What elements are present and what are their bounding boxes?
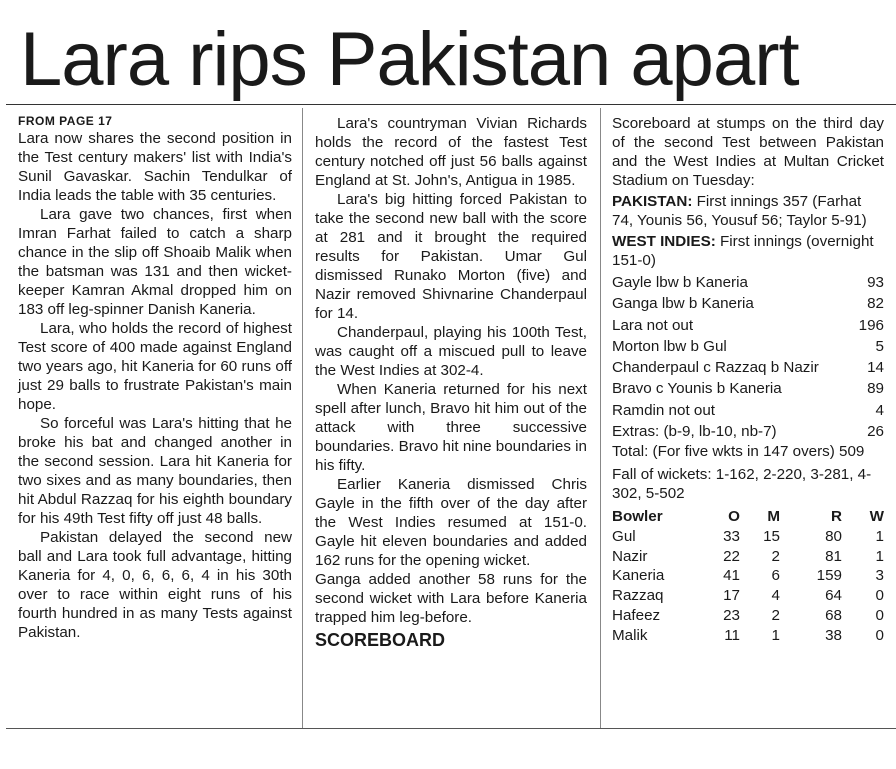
column-header: Bowler: [612, 508, 663, 526]
cell: Gul: [612, 528, 636, 546]
column-divider: [600, 108, 601, 728]
cell: 0: [875, 587, 884, 605]
paragraph: Lara's countryman Vivian Richards holds the record of the fastest Test century notched off just 56 balls against England at St. John's, Antigua in 1985.: [315, 115, 587, 189]
runs: 14: [867, 359, 884, 377]
pakistan-innings: [612, 192, 884, 230]
batsman: Morton lbw b Gul: [612, 337, 727, 355]
column-divider: [302, 108, 303, 728]
cell: 4: [771, 587, 780, 605]
cell: 3: [875, 567, 884, 585]
batting-row: [612, 378, 884, 399]
runs: 5: [875, 337, 884, 355]
bowling-header-row: [612, 507, 884, 527]
runs: 89: [867, 380, 884, 398]
paragraph: Lara's big hitting forced Pakistan to take the second new ball with the score at 281 and it brought the required results for Pakistan. Umar Gul dismissed Runako Morton (five) and Nazir removed Shivnarine Chanderpaul for 14.: [315, 191, 587, 322]
cell: Hafeez: [612, 606, 661, 624]
column-header: W: [869, 508, 884, 526]
cell: 81: [825, 547, 842, 565]
cell: 22: [723, 547, 740, 565]
bowling-row: [612, 527, 884, 547]
cell: 15: [763, 528, 780, 546]
paragraph: Pakistan delayed the second new ball and Lara took full advantage, hitting Kaneria for 4, 0, 6, 6, 6, 4 in his 30th over to race within eight runs of his fourth hundred in as many Tests against Pakistan.: [18, 529, 292, 641]
cell: 1: [875, 528, 884, 546]
batting-row: [612, 315, 884, 336]
cell: 159: [816, 567, 842, 585]
bowling-table: [612, 507, 884, 645]
scoreboard-intro: Scoreboard at stumps on the third day of the second Test between Pakistan and the West Indies at Multan Cricket Stadium on Tuesday:: [612, 115, 884, 189]
runs: 196: [858, 316, 884, 334]
cell: 2: [771, 547, 780, 565]
batsman: Chanderpaul c Razzaq b Nazir: [612, 359, 819, 377]
paragraph: Ganga added another 58 runs for the second wicket with Lara before Kaneria trapped him leg-before.: [315, 571, 587, 626]
cell: 64: [825, 587, 842, 605]
column-header: M: [767, 508, 780, 526]
cell: 80: [825, 528, 842, 546]
cell: 17: [723, 587, 740, 605]
west-indies-innings: [612, 232, 884, 270]
column-header: R: [831, 508, 842, 526]
paragraph: When Kaneria returned for his next spell after lunch, Bravo hit him out of the attack with three successive boundaries. Bravo hit nine boundaries in his fifty.: [315, 381, 587, 474]
runs: 82: [867, 295, 884, 313]
cell: 11: [724, 626, 740, 644]
headline: Lara rips Pakistan apart: [20, 17, 799, 102]
batsman: Bravo c Younis b Kaneria: [612, 380, 782, 398]
scoreboard-subhead: SCOREBOARD: [315, 630, 446, 650]
cell: 38: [825, 626, 842, 644]
cell: Malik: [612, 626, 648, 644]
cell: 41: [723, 567, 740, 585]
west-indies-innings-text: First innings (overnight 151-0): [612, 233, 874, 269]
cell: Kaneria: [612, 567, 665, 585]
pakistan-label: PAKISTAN:: [612, 193, 693, 210]
headline-rule: [6, 104, 896, 105]
article-column-1: [18, 114, 292, 642]
batsman: Ramdin not out: [612, 401, 715, 419]
cell: 0: [875, 626, 884, 644]
batting-list: [612, 272, 884, 442]
paragraph: Lara, who holds the record of highest Test score of 400 made against England two years ago, hit Kaneria for 60 runs off just 29 balls to frustrate Pakistan's main hope.: [18, 320, 292, 413]
pakistan-innings-text: First innings 357 (Farhat 74, Younis 56, Yousuf 56; Taylor 5-91): [612, 193, 867, 229]
batting-row: [612, 400, 884, 421]
column-header: O: [728, 508, 740, 526]
cell: 1: [875, 547, 884, 565]
runs: 4: [875, 401, 884, 419]
bowling-row: [612, 606, 884, 626]
paragraph: Chanderpaul, playing his 100th Test, was caught off a miscued pull to leave the West Indies at 302-4.: [315, 324, 587, 379]
batting-row: [612, 293, 884, 314]
paragraph: Lara gave two chances, first when Imran Farhat failed to catch a sharp chance in the slip off Shoaib Malik when the batsman was 131 and then wicket-keeper Kamran Akmal dropped him on 183 off leg-spinner Danish Kaneria.: [18, 206, 292, 318]
cell: 68: [825, 606, 842, 624]
bowling-row: [612, 547, 884, 567]
batsman: Gayle lbw b Kaneria: [612, 274, 748, 291]
scoreboard-column: [612, 114, 884, 645]
batting-row: [612, 272, 884, 293]
cell: 1: [771, 626, 780, 644]
innings-total: Total: (For five wkts in 147 overs) 509: [612, 443, 865, 461]
paragraph: So forceful was Lara's hitting that he broke his bat and changed another in the second session. Lara hit Kaneria for two sixes and as many boundaries, then hit Abdul Razzaq for his eighth boundary for his 49th Test fifty off just 48 balls.: [18, 415, 292, 527]
kicker: FROM PAGE 17: [18, 114, 113, 128]
bowling-row: [612, 586, 884, 606]
runs: 26: [867, 423, 884, 441]
runs: 93: [867, 274, 884, 291]
cell: 0: [875, 606, 884, 624]
paragraph: Lara now shares the second position in the Test century makers' list with India's Sunil Gavaskar. Sachin Tendulkar of India leads the table with 35 centuries.: [18, 130, 292, 204]
bowling-row: [612, 566, 884, 586]
bowling-row: [612, 626, 884, 646]
cell: 33: [723, 528, 740, 546]
paragraph: Earlier Kaneria dismissed Chris Gayle in the fifth over of the day after the West Indies resumed at 151-0. Gayle hit eleven boundaries and added 162 runs for the opening wicket.: [315, 476, 587, 569]
cell: 23: [723, 606, 740, 624]
batting-row: [612, 421, 884, 442]
bottom-rule: [6, 728, 896, 729]
cell: Razzaq: [612, 587, 664, 605]
cell: 2: [771, 606, 780, 624]
batting-row: [612, 357, 884, 378]
cell: Nazir: [612, 547, 648, 565]
batsman: Lara not out: [612, 316, 694, 334]
batting-row: [612, 336, 884, 357]
fall-of-wickets: Fall of wickets: 1-162, 2-220, 3-281, 4-302, 5-502: [612, 466, 872, 503]
batsman: Ganga lbw b Kaneria: [612, 295, 754, 313]
article-column-2: [315, 114, 587, 651]
cell: 6: [771, 567, 780, 585]
west-indies-label: WEST INDIES:: [612, 233, 716, 250]
batsman: Extras: (b-9, lb-10, nb-7): [612, 423, 777, 441]
